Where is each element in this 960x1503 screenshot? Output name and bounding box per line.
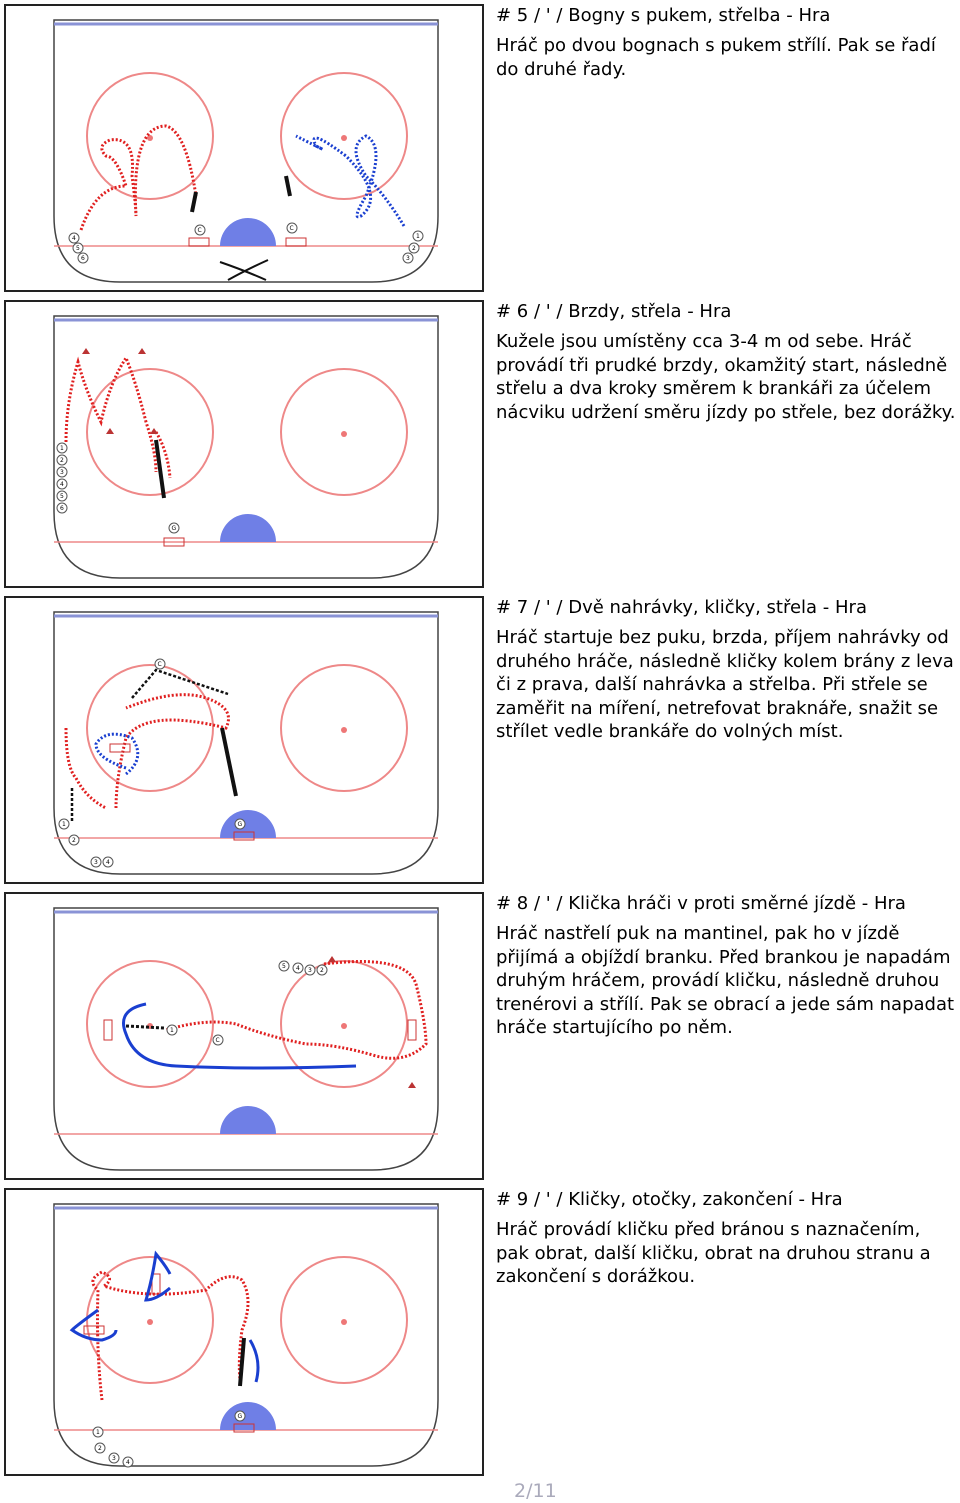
drill-7	[0, 592, 960, 888]
faceoff-dot	[341, 431, 347, 437]
goalie-label: G	[171, 525, 177, 532]
goal-crease	[220, 218, 276, 246]
player-label: 4	[60, 481, 64, 488]
rink-svg	[6, 1190, 482, 1474]
faceoff-dot	[341, 135, 347, 141]
skating-path-blue	[124, 1004, 357, 1068]
shot-arrow	[222, 728, 236, 796]
shot-arrow	[126, 1026, 164, 1028]
player-label: 1	[170, 1027, 174, 1034]
rink-diagram	[4, 892, 484, 1180]
goal-crease	[220, 514, 276, 542]
player-label: 4	[106, 859, 110, 866]
rebound-path	[250, 1340, 258, 1382]
drill-title: # 7 / ' / Dvě nahrávky, kličky, střela - Hra	[496, 597, 867, 618]
drill-description: Hráč nastřelí puk na mantinel, pak ho v jízdě přijímá a objíždí branku. Před brankou je napadám druhým hráčem, provádí kličku, následně druhou trenérovi a střílí. Pak se obrací a jede sám napadat hráče startujícího po něm.	[496, 923, 955, 1038]
faceoff-dot	[147, 1319, 153, 1325]
page-number: 2/11	[514, 1480, 557, 1502]
goal-net	[189, 238, 209, 246]
player-label: 5	[282, 963, 286, 970]
faceoff-dot	[341, 1319, 347, 1325]
coach-label: C	[157, 661, 162, 668]
player-label: 2	[72, 837, 76, 844]
drill-title: # 9 / ' / Kličky, otočky, zakončení - Hra	[496, 1189, 843, 1210]
goal-crease	[220, 1106, 276, 1134]
skating-path-red	[166, 962, 426, 1059]
player-label: 1	[96, 1429, 100, 1436]
rink-diagram	[4, 300, 484, 588]
player-label: 1	[416, 233, 420, 240]
rink-svg	[6, 6, 482, 290]
skating-path-red	[66, 358, 170, 478]
goal-net-right	[408, 1020, 416, 1040]
player-label: 6	[60, 505, 64, 512]
player-label: 6	[81, 255, 85, 262]
drill-text	[496, 4, 958, 81]
drill-9	[0, 1184, 960, 1480]
coach-label: C	[197, 227, 202, 234]
rink-diagram	[4, 596, 484, 884]
player-label: 2	[98, 1445, 102, 1452]
rink-diagram	[4, 4, 484, 292]
player-label: 3	[94, 859, 98, 866]
drill-text	[496, 1188, 958, 1289]
drill-description: Hráč provádí kličku před bránou s naznačením, pak obrat, další kličku, obrat na druhou stranu a zakončení s dorážkou.	[496, 1219, 931, 1287]
player-label: 3	[406, 255, 410, 262]
player-label: 2	[412, 245, 416, 252]
faceoff-dot	[341, 727, 347, 733]
player-label: 2	[320, 967, 324, 974]
drill-title: # 6 / ' / Brzdy, střela - Hra	[496, 301, 732, 322]
drill-text	[496, 300, 958, 424]
shot-arrow	[192, 192, 196, 212]
player-label: 2	[60, 457, 64, 464]
faceoff-dot	[341, 1023, 347, 1029]
goalie-label: G	[237, 1413, 243, 1420]
drill-5	[0, 0, 960, 296]
faceoff-dot	[147, 135, 153, 141]
cones	[328, 956, 416, 1088]
player-label: 5	[60, 493, 64, 500]
player-label: 3	[112, 1455, 116, 1462]
pucks	[220, 260, 268, 280]
drill-6	[0, 296, 960, 592]
drill-description: Hráč startuje bez puku, brzda, příjem nahrávky od druhého hráče, následně kličky kolem brány z leva či z prava, další nahrávka a střelba. Při střele se zaměřit na míření, netrefovat braknáře, snažit se střílet vedle brankáře do volných míst.	[496, 627, 954, 742]
player-label: 4	[72, 235, 76, 242]
player-label: 4	[126, 1459, 130, 1466]
goal-net	[286, 238, 306, 246]
drill-text	[496, 596, 958, 744]
rink-svg	[6, 894, 482, 1178]
goalie-label: G	[237, 821, 243, 828]
drill-text	[496, 892, 958, 1040]
player-label: 5	[76, 245, 80, 252]
drill-title: # 8 / ' / Klička hráči v proti směrné jízdě - Hra	[496, 893, 906, 914]
skating-path-red	[93, 1272, 248, 1400]
drill-description: Kužele jsou umístěny cca 3-4 m od sebe. Hráč provádí tři prudké brzdy, okamžitý start, následně střelu a dva kroky směrem k brankáři za účelem nácviku udržení směru jízdy po střele, bez dorážky.	[496, 331, 956, 423]
rink-svg	[6, 302, 482, 586]
goal-net-left	[104, 1020, 112, 1040]
drill-description: Hráč po dvou bognach s pukem střílí. Pak se řadí do druhé řady.	[496, 35, 936, 80]
player-label: 4	[296, 965, 300, 972]
coach-label: C	[215, 1037, 220, 1044]
rink-svg	[6, 598, 482, 882]
shot-arrow	[286, 176, 290, 196]
rink-diagram	[4, 1188, 484, 1476]
goal-net	[110, 744, 130, 752]
drill-8	[0, 888, 960, 1184]
coach-label: C	[289, 225, 294, 232]
player-label: 3	[60, 469, 64, 476]
player-label: 3	[308, 967, 312, 974]
pass-lines	[72, 670, 228, 822]
skating-path-red	[81, 126, 196, 230]
player-label: 1	[60, 445, 64, 452]
player-label: 1	[62, 821, 66, 828]
drill-title: # 5 / ' / Bogny s pukem, střelba - Hra	[496, 5, 831, 26]
goal-crease	[220, 1402, 276, 1430]
goal-crease	[220, 810, 276, 838]
